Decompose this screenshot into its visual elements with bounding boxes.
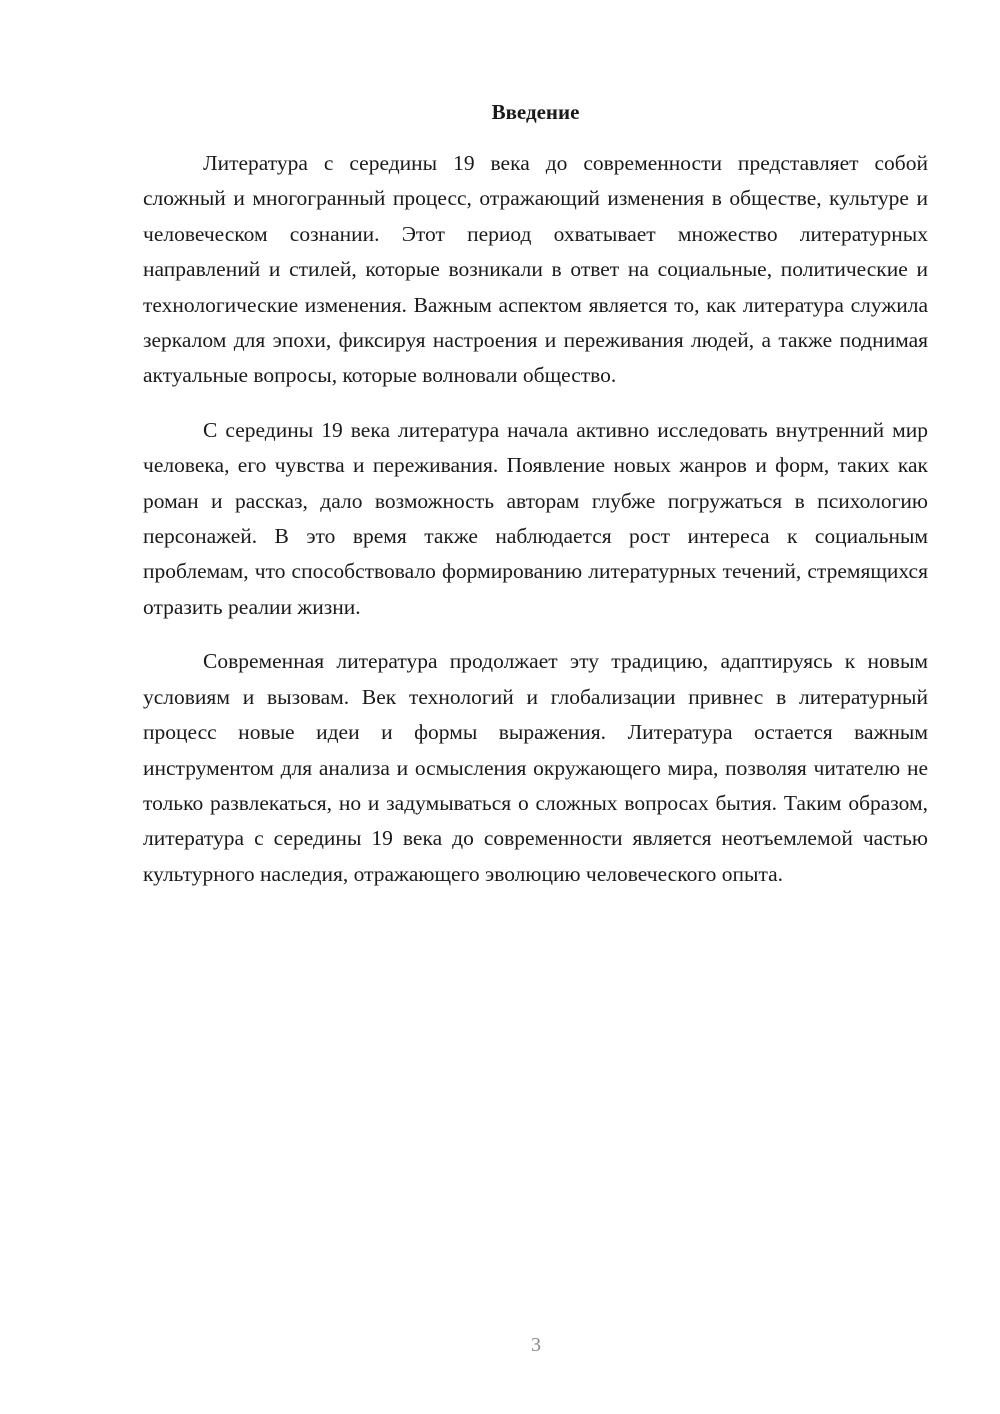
paragraph-3: Современная литература продолжает эту традицию, адаптируясь к новым условиям и вызовам. Век технологий и глобализации привнес в литературный процесс новые идеи и формы выражения. Литература остается важным инструментом для анализа и осмысления окружающего мира, позволяя читателю не только развлекаться, но и задумываться о сложных вопросах бытия. Таким образом, литература с середины 19 века до современности является неотъемлемой частью культурного наследия, отражающего эволюцию человеческого опыта. bbox=[143, 649, 928, 886]
page-number: 3 bbox=[531, 1334, 541, 1356]
paragraph-2: С середины 19 века литература начала активно исследовать внутренний мир человека, его чувства и переживания. Появление новых жанров и форм, таких как роман и рассказ, дало возможность авторам глубже погружаться в психологию персонажей. В это время также наблюдается рост интереса к социальным проблемам, что способствовало формированию литературных течений, стремящихся отразить реалии жизни. bbox=[143, 417, 928, 619]
paragraph-1: Литература с середины 19 века до современности представляет собой сложный и многогранный процесс, отражающий изменения в обществе, культуре и человеческом сознании. Этот период охватывает множество литературных направлений и стилей, которые возникали в ответ на социальные, политические и технологические изменения. Важным аспектом является то, как литература служила зеркалом для эпохи, фиксируя настроения и переживания людей, а также поднимая актуальные вопросы, которые волновали общество. bbox=[143, 151, 928, 388]
section-title: Введение bbox=[491, 100, 580, 124]
page-content bbox=[143, 98, 928, 911]
